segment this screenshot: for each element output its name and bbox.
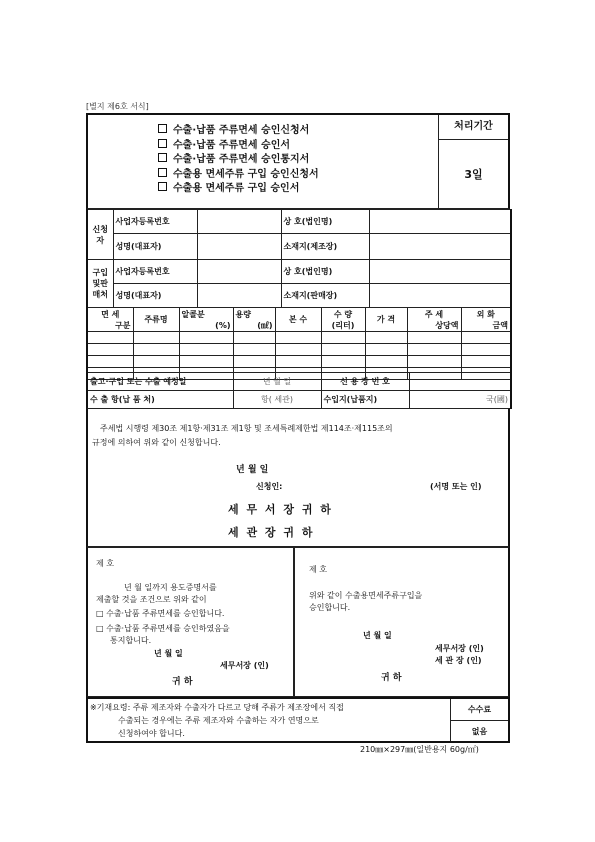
- col-volume: 용량 (㎖): [233, 308, 275, 332]
- applicant-name-field[interactable]: [197, 234, 281, 260]
- cert-right-officer-2: 세 관 장 (인): [435, 656, 482, 665]
- note-line-3: 신청하여야 합니다.: [118, 729, 185, 738]
- buyer-name-label: 성명(대표자): [113, 284, 197, 308]
- declaration-block: [86, 408, 510, 547]
- cert-left-date: 년 월 일: [154, 649, 183, 658]
- applicant-reg-no-field[interactable]: [197, 210, 281, 234]
- col-alcohol: 알콜분 (%): [179, 308, 233, 332]
- items-table: [86, 307, 512, 380]
- export-port-field[interactable]: 항( 세관): [233, 391, 321, 409]
- col-quantity: 수 량 (리터): [321, 308, 365, 332]
- title-option-4[interactable]: 수출용 면세주류 구입 승인신청서: [158, 168, 319, 183]
- applicant-section-label: 신청자: [87, 210, 113, 260]
- recipient-tax-office: 세 무 서 장 귀 하: [228, 503, 333, 516]
- table-row[interactable]: [87, 344, 511, 356]
- table-row[interactable]: [87, 332, 511, 344]
- buyer-location-label: 소재지(판매장): [281, 284, 369, 308]
- cert-right-number: 제 호: [309, 565, 327, 574]
- applicant-reg-no-label: 사업자등록번호: [113, 210, 197, 234]
- buyer-location-field[interactable]: [369, 284, 511, 308]
- table-row[interactable]: [87, 356, 511, 368]
- scheduled-date-field[interactable]: 년 월 일: [233, 373, 321, 391]
- checkbox[interactable]: [158, 139, 167, 148]
- buyer-name-field[interactable]: [197, 284, 281, 308]
- cert-left-option-2[interactable]: □ 수출·납품 주류면세를 승인하였음을: [96, 624, 230, 633]
- cert-left-line-2: 제출할 것을 조건으로 위와 같이: [96, 595, 207, 604]
- form-header: [86, 113, 510, 209]
- cert-left-line-1: 년 월 일까지 용도증명서를: [124, 583, 217, 592]
- cert-left-officer: 세무서장 (인): [220, 661, 269, 670]
- buyer-section-label: 구입 및판매처: [87, 260, 113, 308]
- cert-right-line-1: 위와 같이 수출용면세주류구입을: [309, 591, 423, 600]
- applicant-sign-label: 신청인:: [256, 482, 283, 491]
- declaration-text-2: 규정에 의하여 위와 같이 신청합니다.: [92, 438, 221, 447]
- col-exempt-div: 면 세 구분: [87, 308, 133, 332]
- party-table: [86, 209, 512, 308]
- applicant-name-label: 성명(대표자): [113, 234, 197, 260]
- fee-value: 없음: [471, 727, 488, 736]
- applicant-location-label: 소재지(제조장): [281, 234, 369, 260]
- checkbox[interactable]: [158, 168, 167, 177]
- processing-period-value: 3일: [464, 168, 483, 181]
- destination-label: 수입지(납품지): [321, 391, 409, 409]
- export-port-label: 수 출 항(납 품 처): [87, 391, 233, 409]
- applicant-trade-name-field[interactable]: [369, 210, 511, 234]
- buyer-trade-name-field[interactable]: [369, 260, 511, 284]
- cert-right-date: 년 월 일: [363, 631, 392, 640]
- scheduled-date-label: 출고·구입 또는 수출 예정일: [87, 373, 233, 391]
- form-number-label: [별지 제6호 서식]: [86, 102, 149, 111]
- title-option-5[interactable]: 수출용 면세주류 구입 승인서: [158, 182, 319, 197]
- col-count: 본 수: [275, 308, 321, 332]
- declaration-date: 년 월 일: [236, 465, 269, 475]
- checkbox[interactable]: [158, 124, 167, 133]
- buyer-trade-name-label: 상 호(법인명): [281, 260, 369, 284]
- shipping-table: [86, 372, 512, 409]
- title-option-2[interactable]: 수출·납품 주류면세 승인서: [158, 139, 319, 154]
- destination-field[interactable]: 국(國): [409, 391, 511, 409]
- lc-number-field[interactable]: [409, 373, 511, 391]
- cert-right-line-2: 승인합니다.: [309, 603, 351, 612]
- title-option-1[interactable]: 수출·납품 주류면세 승인신청서: [158, 124, 319, 139]
- fee-box: [450, 699, 508, 741]
- declaration-text-1: 주세법 시행령 제30조 제1항·제31조 제1항 및 조세특례제한법 제114조·제115조의: [100, 424, 393, 433]
- fee-label: 수수료: [451, 699, 508, 721]
- notes-block: [86, 697, 510, 743]
- applicant-location-field[interactable]: [369, 234, 511, 260]
- checkbox[interactable]: [158, 153, 167, 162]
- cert-right-to: 귀 하: [381, 673, 402, 683]
- note-line-1: ※기재요령: 주류 제조자와 수출자가 다르고 당해 주류가 제조장에서 직접: [90, 703, 344, 712]
- checkbox[interactable]: [158, 182, 167, 191]
- lc-number-label: 신 용 장 번 호: [321, 373, 409, 391]
- processing-period-label: 처리기간: [439, 115, 508, 140]
- processing-period: [438, 115, 508, 208]
- cert-left-option-1[interactable]: □ 수출·납품 주류면세를 승인합니다.: [96, 609, 225, 618]
- buyer-reg-no-field[interactable]: [197, 260, 281, 284]
- col-tax: 주 세 상당액: [407, 308, 461, 332]
- title-option-3[interactable]: 수출·납품 주류면세 승인통지서: [158, 153, 319, 168]
- col-liquor-type: 주류명: [133, 308, 179, 332]
- col-price: 가 격: [365, 308, 407, 332]
- applicant-trade-name-label: 상 호(법인명): [281, 210, 369, 234]
- signature-placeholder[interactable]: (서명 또는 인): [430, 482, 482, 491]
- title-list: [158, 124, 319, 197]
- cert-left-to: 귀 하: [172, 677, 193, 687]
- paper-size-note: 210㎜×297㎜(일반용지 60g/㎡): [360, 745, 479, 754]
- certification-right: [294, 547, 510, 697]
- note-line-2: 수출되는 경우에는 주류 제조자와 수출하는 자가 연명으로: [118, 716, 319, 725]
- certification-left: [86, 547, 294, 697]
- cert-left-option-2b: 통지합니다.: [110, 636, 152, 645]
- col-foreign: 외 화 금액: [461, 308, 511, 332]
- buyer-reg-no-label: 사업자등록번호: [113, 260, 197, 284]
- cert-right-officer-1: 세무서장 (인): [435, 644, 484, 653]
- recipient-customs: 세 관 장 귀 하: [228, 526, 315, 539]
- cert-left-number: 제 호: [96, 559, 114, 568]
